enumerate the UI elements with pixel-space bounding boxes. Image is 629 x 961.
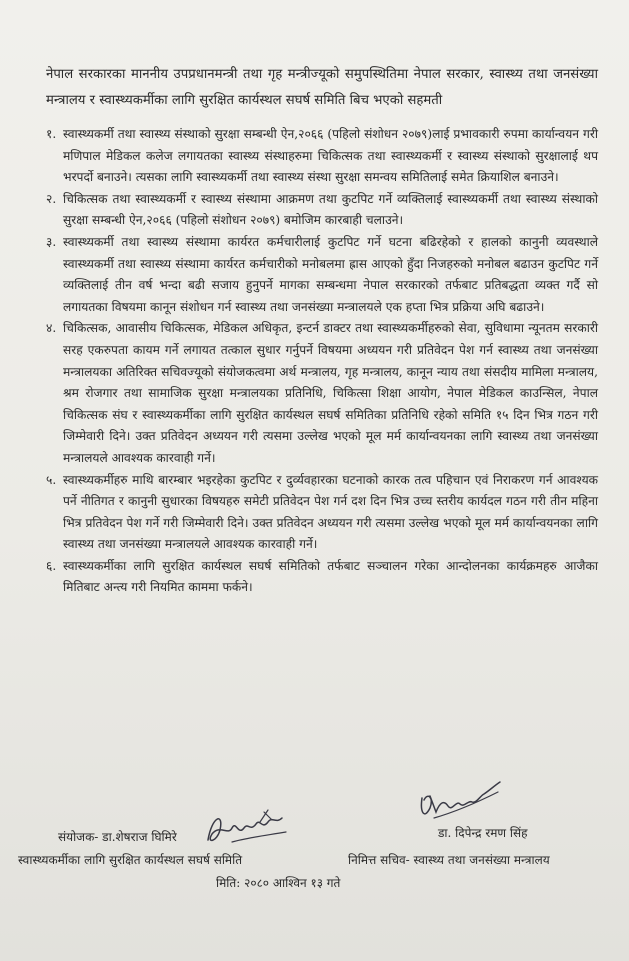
right-signatory-org: निमित्त सचिव- स्वास्थ्य तथा जनसंख्या मन्त्रालय bbox=[348, 853, 550, 867]
agreement-point-5 bbox=[46, 470, 598, 556]
agreement-point-6 bbox=[46, 556, 598, 599]
agreement-point-2 bbox=[46, 189, 598, 232]
agreement-points-list bbox=[46, 124, 598, 599]
point-number: २. bbox=[46, 191, 57, 206]
agreement-title: नेपाल सरकारका माननीय उपप्रधानमन्त्री तथा गृह मन्त्रीज्यूको समुपस्थितिमा नेपाल सरकार, स्वास्थ्य तथा जनसंख्या मन्त्रालय र स्वास्थ्यकर्मीका लागि सुरक्षित कार्यस्थल सघर्ष समिति बिच भएको सहमती bbox=[46, 67, 598, 108]
left-signature-scribble bbox=[202, 806, 292, 850]
right-signature-scribble bbox=[414, 778, 506, 828]
left-signatory-name: संयोजक- डा.शेषराज घिमिरे bbox=[58, 830, 177, 844]
point-text: चिकित्सक तथा स्वास्थ्यकर्मी र स्वास्थ्य संस्थामा आक्रमण तथा कुटपिट गर्ने व्यक्तिलाई स्वास्थ्यकर्मी तथा स्वास्थ्य संस्थाको सुरक्षा सम्बन्धी ऐन,२०६६ (पहिलो संशोधन २०७९) बमोजिम कारबाही चलाउने। bbox=[63, 191, 598, 228]
agreement-point-4 bbox=[46, 318, 598, 469]
point-number: १. bbox=[46, 127, 57, 141]
point-number: ४. bbox=[46, 321, 57, 336]
point-text: स्वास्थ्यकर्मीका लागि सुरक्षित कार्यस्थल सघर्ष समितिको तर्फबाट सञ्चालन गरेका आन्दोलनका कार्यक्रमहरु आजैका मितिबाट अन्त्य गरी नियमित काममा फर्कने। bbox=[63, 558, 598, 595]
point-number: ५. bbox=[46, 472, 57, 487]
point-number: ३. bbox=[46, 234, 57, 249]
agreement-point-3 bbox=[46, 232, 598, 318]
left-signatory-org: स्वास्थ्यकर्मीका लागि सुरक्षित कार्यस्थल सघर्ष समिति bbox=[18, 853, 243, 867]
point-text: स्वास्थ्यकर्मीहरु माथि बारम्बार भइरहेका कुटपिट र दुर्व्यवहारका घटनाको कारक तत्व पहिचान एवं निराकरण गर्न आवश्यक पर्ने नीतिगत र कानुनी सुधारका विषयहरु समेटी प्रतिवेदन पेश गर्न दश दिन भित्र उच्च स्तरीय कार्यदल गठन गरी तीन महिना भित्र प्रतिवेदन पेश गर्ने गरी जिम्मेवारी दिने। उक्त प्रतिवेदन अध्ययन गरी त्यसमा उल्लेख भएको मूल मर्म कार्यान्वयनका लागि स्वास्थ्य तथा जनसंख्या मन्त्रालयले आवश्यक कारवाही गर्ने। bbox=[63, 472, 598, 552]
point-text: स्वास्थ्यकर्मी तथा स्वास्थ्य संस्थामा कार्यरत कर्मचारीलाई कुटपिट गर्ने घटना बढिरहेको र हालको कानुनी व्यवस्थाले स्वास्थ्यकर्मी तथा स्वास्थ्य संस्थामा कार्यरत कर्मचारीको मनोबलमा ह्रास आएको हुँदा निजहरुको मनोबल बढाउन कुटपिट गर्ने व्यक्तिलाई तीन वर्ष भन्दा बढी सजाय हुनुपर्ने मागका सम्बन्धमा नेपाल सरकारको तर्फबाट प्रतिबद्धता व्यक्त गर्दै सो लगायतका विषयमा कानून संशोधन गर्न स्वास्थ्य तथा जनसंख्या मन्त्रालयले एक हप्ता भित्र प्रक्रिया अघि बढाउने। bbox=[63, 234, 598, 314]
agreement-date: मिति: २०८० आश्विन १३ गते bbox=[216, 876, 341, 890]
right-signatory-name: डा. दिपेन्द्र रमण सिंह bbox=[438, 826, 528, 840]
point-text: चिकित्सक, आवासीय चिकित्सक, मेडिकल अधिकृत, इन्टर्न डाक्टर तथा स्वास्थ्यकर्मीहरुको सेवा, सुविधामा न्यूनतम सरकारी सरह एकरुपता कायम गर्ने लगायत तत्काल सुधार गर्नुपर्ने विषयमा अध्ययन गरी प्रतिवेदन पेश गर्न स्वास्थ्य तथा जनसंख्या मन्त्रालयका अतिरिक्त सचिवज्यूको संयोजकत्वमा अर्थ मन्त्रालय, गृह मन्त्रालय, कानून न्याय तथा संसदीय मामिला मन्त्रालय, श्रम रोजगार तथा सामाजिक सुरक्षा मन्त्रालयका प्रतिनिधि, चिकित्सा शिक्षा आयोग, नेपाल मेडिकल काउन्सिल, नेपाल चिकित्सक संघ र स्वास्थ्यकर्मीका लागि सुरक्षित कार्यस्थल सघर्ष समितिका प्रतिनिधि रहेको समिति १५ दिन भित्र गठन गरी जिम्मेवारी दिने। उक्त प्रतिवेदन अध्ययन गरी त्यसमा उल्लेख भएको मूल मर्म कार्यान्वयनका लागि स्वास्थ्य तथा जनसंख्या मन्त्रालयले आवश्यक कारवाही गर्ने। bbox=[63, 321, 598, 465]
point-text: स्वास्थ्यकर्मी तथा स्वास्थ्य संस्थाको सुरक्षा सम्बन्धी ऐन,२०६६ (पहिलो संशोधन २०७९)लाई प्रभावकारी रुपमा कार्यान्वयन गरी मणिपाल मेडिकल कलेज लगायतका स्वास्थ्य संस्थाहरुमा चिकित्सक तथा स्वास्थ्यकर्मी र स्वास्थ्य संस्थाको सुरक्षालाई थप भरपर्दो बनाउने। त्यसका लागि स्वास्थ्यकर्मी तथा स्वास्थ्य संस्था सुरक्षा समन्वय समितिलाई समेत क्रियाशिल बनाउने। bbox=[63, 127, 598, 185]
agreement-point-1 bbox=[46, 124, 598, 189]
point-number: ६. bbox=[46, 558, 57, 573]
